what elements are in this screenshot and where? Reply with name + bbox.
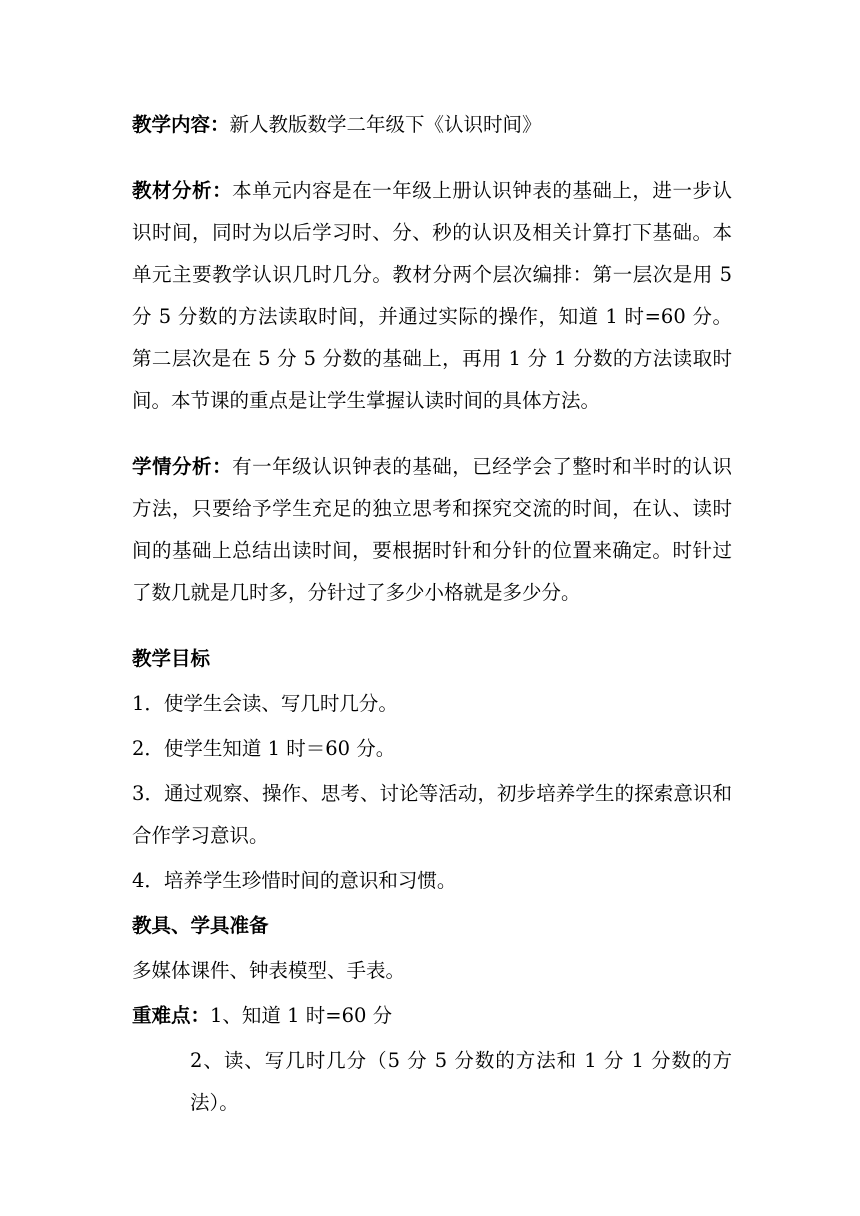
- student-analysis-paragraph: [132, 446, 732, 614]
- objective-item-2: 2．使学生知道 1 时＝60 分。: [132, 737, 396, 760]
- tools-heading: 教具、学具准备: [132, 914, 269, 937]
- spacer: [132, 614, 732, 638]
- key-points-item-2: 2、读、写几时几分（5 分 5 分数的方法和 1 分 1 分数的方法）。: [190, 1049, 732, 1114]
- objective-item-1: 1．使学生会读、写几时几分。: [132, 692, 398, 715]
- objective-item-4: 4．培养学生珍惜时间的意识和习惯。: [132, 869, 457, 892]
- document-body: [132, 104, 732, 1124]
- material-analysis-paragraph: [132, 170, 732, 422]
- teaching-content-text: 新人教版数学二年级下《认识时间》: [229, 113, 542, 136]
- material-analysis-label: 教材分析：: [132, 179, 233, 202]
- key-points-line-1: [132, 995, 732, 1037]
- student-analysis-label: 学情分析：: [132, 455, 233, 478]
- student-analysis-text: 有一年级认识钟表的基础，已经学会了整时和半时的认识方法，只要给予学生充足的独立思考和探究交流的时间，在认、读时间的基础上总结出读时间，要根据时针和分针的位置来确定。时针过了数几就是几时多，分针过了多少小格就是多少分。: [132, 455, 732, 604]
- objective-item-3: 3．通过观察、操作、思考、讨论等活动，初步培养学生的探索意识和合作学习意识。: [132, 782, 732, 847]
- key-points-item-1: 1、知道 1 时=60 分: [210, 1004, 393, 1027]
- material-analysis-text: 本单元内容是在一年级上册认识钟表的基础上，进一步认识时间，同时为以后学习时、分、秒的认识及相关计算打下基础。本单元主要教学认识几时几分。教材分两个层次编排：第一层次是用 5 分 5 分数的方法读取时间，并通过实际的操作，知道 1 时=60 分。第二层次是在 5 分 5 分数的基础上，再用 1 分 1 分数的方法读取时间。本节课的重点是让学生掌握认读时间的具体方法。: [132, 179, 732, 412]
- teaching-content-paragraph: [132, 104, 732, 146]
- tools-text: 多媒体课件、钟表模型、手表。: [132, 959, 406, 982]
- spacer: [132, 146, 732, 170]
- spacer: [132, 422, 732, 446]
- key-points-label: 重难点：: [132, 1004, 211, 1027]
- teaching-content-label: 教学内容：: [132, 113, 230, 136]
- objectives-heading: 教学目标: [132, 647, 211, 670]
